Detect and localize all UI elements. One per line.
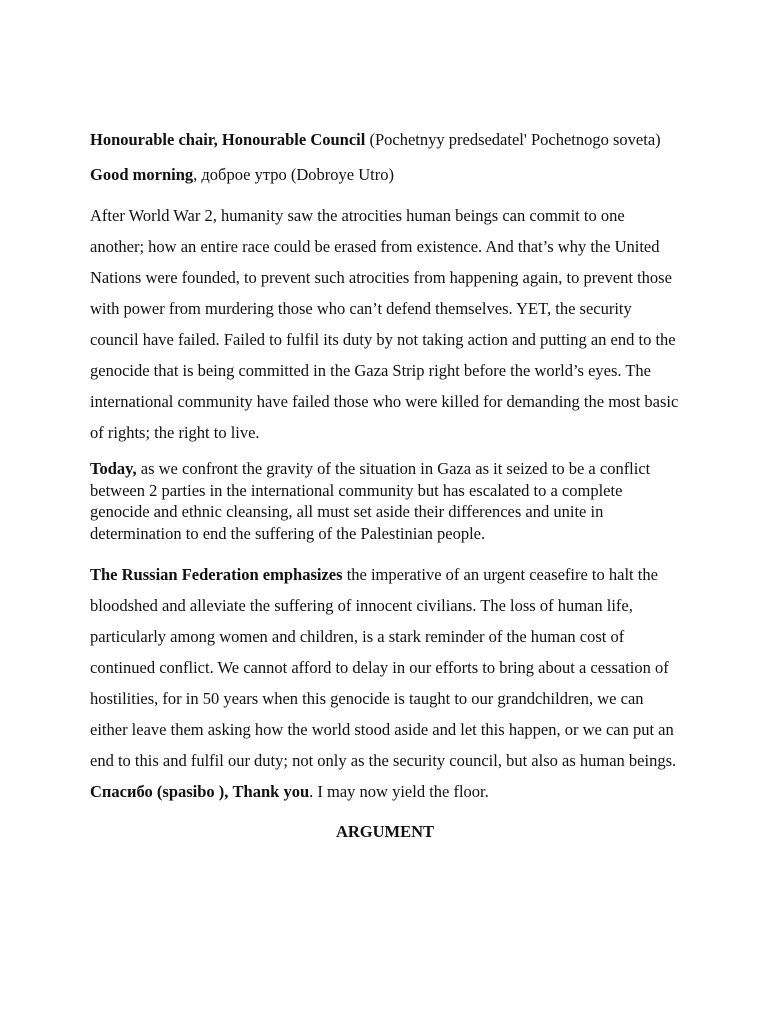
document-page — [90, 128, 680, 843]
salutation-bold: Honourable chair, Honourable Council — [90, 130, 366, 149]
paragraph-today — [90, 458, 680, 544]
paragraph-world-war: After World War 2, humanity saw the atrocities human beings can commit to one another; how an entire race could be erased from existence. And that’s why the United Nations were founded, to prevent such atrocities from happening again, to prevent those with power from murdering those who can’t defend themselves. YET, the security council have failed. Failed to fulfil its duty by not taking action and putting an end to the genocide that is being committed in the Gaza Strip right before the world’s eyes. The international community have failed those who were killed for demanding the most basic of rights; the right to live. — [90, 206, 679, 442]
greeting-translation: , доброе утро (Dobroye Utro) — [193, 165, 394, 184]
paragraph-russian-federation — [90, 559, 680, 807]
paragraph-russian-federation-text: the imperative of an urgent ceasefire to halt the bloodshed and alleviate the suffering of innocent civilians. The loss of human life, particularly among women and children, is a stark reminder of the human cost of continued conflict. We cannot afford to delay in our efforts to bring about a cessation of hostilities, for in 50 years when this genocide is taught to our grandchildren, we can either leave them asking how the world stood aside and let this happen, or we can put an end to this and fulfil our duty; not only as the security council, but also as human beings. — [90, 565, 677, 770]
paragraph-today-bold: Today, — [90, 459, 137, 478]
salutation — [90, 128, 680, 151]
salutation-translation: (Pochetnyy predsedatel' Pochetnogo soveta) — [365, 130, 661, 149]
paragraph-russian-federation-bold: The Russian Federation emphasizes — [90, 565, 343, 584]
greeting — [90, 163, 680, 186]
closing-text: . I may now yield the floor. — [309, 782, 489, 801]
greeting-bold: Good morning — [90, 165, 194, 184]
paragraph-today-text: as we confront the gravity of the situation in Gaza as it seized to be a conflict between 2 parties in the international community but has escalated to a complete genocide and ethnic cleansing, all must set aside their differences and unite in determination to end the suffering of the Palestinian people. — [90, 459, 651, 543]
thank-you-bold: Спасибо (spasibo ), Thank you — [90, 782, 310, 801]
section-heading: ARGUMENT — [335, 822, 435, 841]
